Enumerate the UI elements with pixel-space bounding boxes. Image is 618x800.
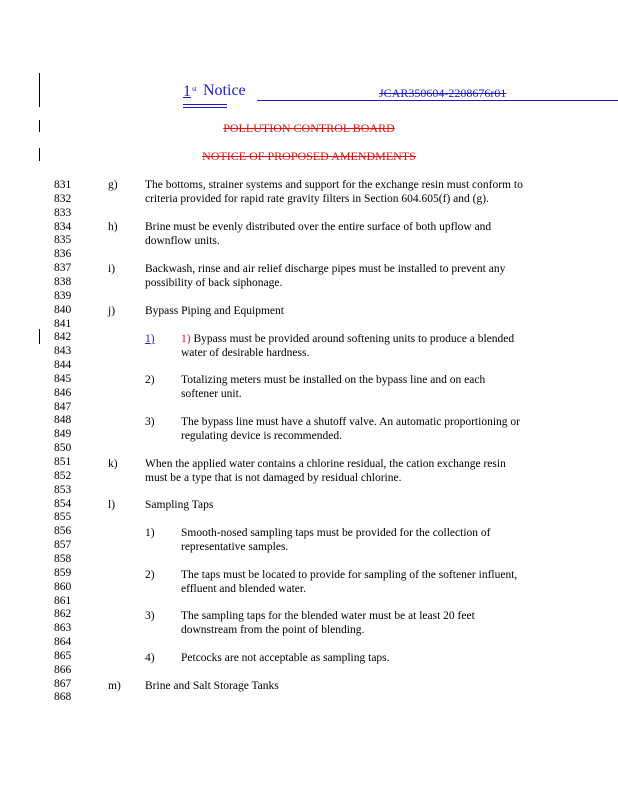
line-number: 835 [54, 234, 72, 247]
line-number: 865 [54, 649, 72, 662]
item-heading: Bypass Piping and Equipment [145, 305, 284, 317]
header-notice: Notice [203, 82, 246, 99]
line-number: 854 [54, 497, 72, 510]
line-number: 850 [54, 442, 72, 455]
item-text: effluent and blended water. [181, 583, 306, 595]
item-label: l) [108, 499, 116, 511]
line-number: 863 [54, 622, 72, 635]
line-number: 838 [54, 275, 72, 288]
item-text: The taps must be located to provide for sampling of the softener influent, [181, 569, 518, 581]
item-label: m) [108, 680, 121, 692]
item-text: Petcocks are not acceptable as sampling taps. [181, 652, 390, 664]
item-text: representative samples. [181, 541, 289, 553]
header-double-underline [183, 107, 227, 108]
item-text: Smooth-nosed sampling taps must be provided for the collection of [181, 527, 491, 539]
board-heading: POLLUTION CONTROL BOARD [223, 121, 395, 135]
item-text: must be a type that is not damaged by residual chlorine. [145, 472, 402, 484]
item-heading: Sampling Taps [145, 499, 214, 511]
item-text: 1) Bypass must be provided around softening units to produce a blended [181, 333, 515, 345]
line-number: 855 [54, 511, 72, 524]
line-number: 842 [54, 331, 72, 344]
item-text: softener unit. [181, 388, 242, 400]
item-heading: Brine and Salt Storage Tanks [145, 680, 279, 692]
item-text: criteria provided for rapid rate gravity filters in Section 604.605(f) and (g). [145, 193, 489, 205]
item-text: The sampling taps for the blended water must be at least 20 feet [181, 610, 475, 622]
line-number: 858 [54, 553, 72, 565]
line-number: 847 [54, 400, 72, 413]
line-number: 859 [54, 566, 72, 579]
document-header [183, 82, 513, 104]
item-label: 3) [145, 416, 155, 428]
item-text: possibility of back siphonage. [145, 277, 283, 289]
line-number: 841 [54, 317, 72, 330]
line-number: 844 [54, 359, 72, 371]
line-number: 831 [54, 179, 72, 191]
item-label: 4) [145, 652, 155, 664]
header-superscript: st [192, 85, 197, 93]
line-number: 851 [54, 456, 72, 468]
line-number: 833 [54, 206, 72, 219]
item-text: Backwash, rinse and air relief discharge pipes must be installed to prevent any [145, 263, 506, 275]
line-number: 856 [54, 525, 72, 538]
item-text: When the applied water contains a chlorine residual, the cation exchange resin [145, 458, 506, 470]
change-bar [39, 73, 40, 107]
line-number: 860 [54, 580, 72, 593]
line-number: 857 [54, 539, 72, 552]
item-text: downflow units. [145, 235, 220, 247]
item-text: Totalizing meters must be installed on the bypass line and on each [181, 374, 486, 386]
line-number: 861 [54, 594, 72, 607]
line-number: 836 [54, 248, 72, 261]
line-number: 846 [54, 386, 72, 399]
item-text: The bypass line must have a shutoff valve. An automatic proportioning or [181, 416, 520, 428]
line-number: 837 [54, 262, 72, 275]
line-number: 848 [54, 414, 72, 427]
line-number: 867 [54, 677, 72, 690]
item-label: k) [108, 458, 118, 470]
item-text: The bottoms, strainer systems and support for the exchange resin must conform to [145, 179, 523, 191]
item-label: j) [108, 305, 116, 317]
line-number: 862 [54, 608, 72, 621]
line-number: 853 [54, 483, 72, 496]
line-number: 864 [54, 636, 72, 648]
item-label: 3) [145, 610, 155, 622]
line-number: 849 [54, 428, 72, 441]
change-bar [39, 329, 40, 344]
item-label: g) [108, 179, 118, 191]
item-label: h) [108, 221, 118, 233]
line-number: 845 [54, 372, 72, 385]
inserted-label: 1) [145, 333, 155, 345]
header-number: 1 [183, 83, 191, 100]
deleted-label: 1) [181, 333, 191, 345]
notice-heading: NOTICE OF PROPOSED AMENDMENTS [202, 149, 416, 163]
line-number: 839 [54, 289, 72, 302]
item-label: i) [108, 263, 116, 275]
line-number: 852 [54, 469, 72, 482]
item-label: 1) [145, 527, 155, 539]
line-number: 834 [54, 220, 72, 233]
header-double-underline [183, 104, 227, 105]
line-number: 832 [54, 192, 72, 205]
item-text: regulating device is recommended. [181, 430, 342, 442]
line-number: 868 [54, 691, 72, 704]
line-number: 840 [54, 303, 72, 316]
item-label: 2) [145, 374, 155, 386]
line-number: 866 [54, 663, 72, 676]
header-code: JCAR350604-2208676r01 [379, 86, 507, 100]
item-text: Brine must be evenly distributed over the entire surface of both upflow and [145, 221, 492, 233]
item-label: 2) [145, 569, 155, 581]
item-text: water of desirable hardness. [181, 347, 310, 359]
line-number: 843 [54, 345, 72, 358]
item-text: downstream from the point of blending. [181, 624, 365, 636]
